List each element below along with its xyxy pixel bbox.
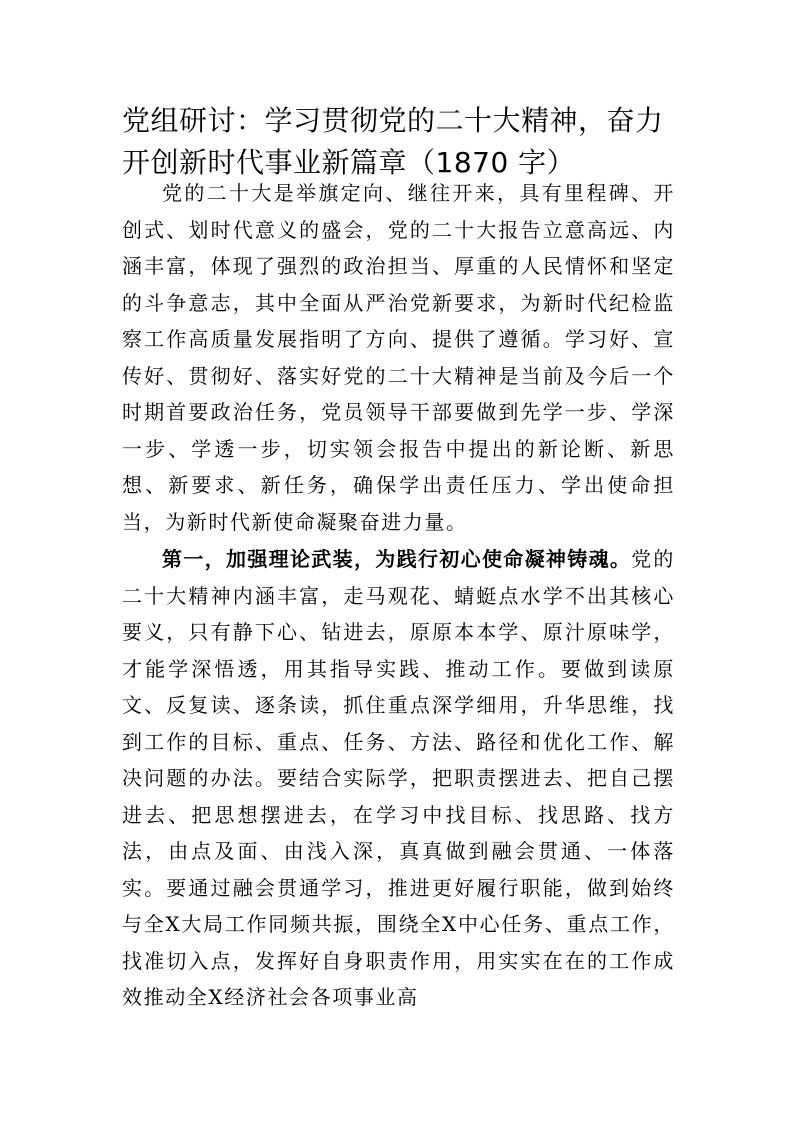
paragraph-point-one (122, 541, 675, 1016)
paragraph-point-one-text: 党的二十大精神内涵丰富，走马观花、蜻蜓点水学不出其核心要义，只有静下心、钻进去，原原本本学、原汁原味学，才能学深悟透，用其指导实践、推动工作。要做到读原文、反复读、逐条读，抓住重点深学细用，升华思维，找到工作的目标、重点、任务、方法、路径和优化工作、解决问题的办法。要结合实际学，把职责摆进去、把自己摆进去、把思想摆进去，在学习中找目标、找思路、找方法，由点及面、由浅入深，真真做到融会贯通、一体落实。要通过融会贯通学习，推进更好履行职能，做到始终与全X大局工作同频共振，围绕全X中心任务、重点工作，找准切入点，发挥好自身职责作用，用实实在在的工作成效推动全X经济社会各项事业高 (122, 547, 675, 1009)
document-body (122, 175, 675, 1016)
paragraph-intro (122, 175, 675, 540)
document-title: 党组研讨：学习贯彻党的二十大精神，奋力开创新时代事业新篇章（1870 字） (122, 104, 664, 179)
paragraph-intro-text: 党的二十大是举旗定向、继往开来，具有里程碑、开创式、划时代意义的盛会，党的二十大报告立意高远、内涵丰富，体现了强烈的政治担当、厚重的人民情怀和坚定的斗争意志，其中全面从严治党新要求，为新时代纪检监察工作高质量发展指明了方向、提供了遵循。学习好、宣传好、贯彻好、落实好党的二十大精神是当前及今后一个时期首要政治任务，党员领导干部要做到先学一步、学深一步、学透一步，切实领会报告中提出的新论断、新思想、新要求、新任务，确保学出责任压力、学出使命担当，为新时代新使命凝聚奋进力量。 (122, 181, 675, 534)
paragraph-point-one-heading: 第一，加强理论武装，为践行初心使命凝神铸魂。 (162, 547, 632, 571)
